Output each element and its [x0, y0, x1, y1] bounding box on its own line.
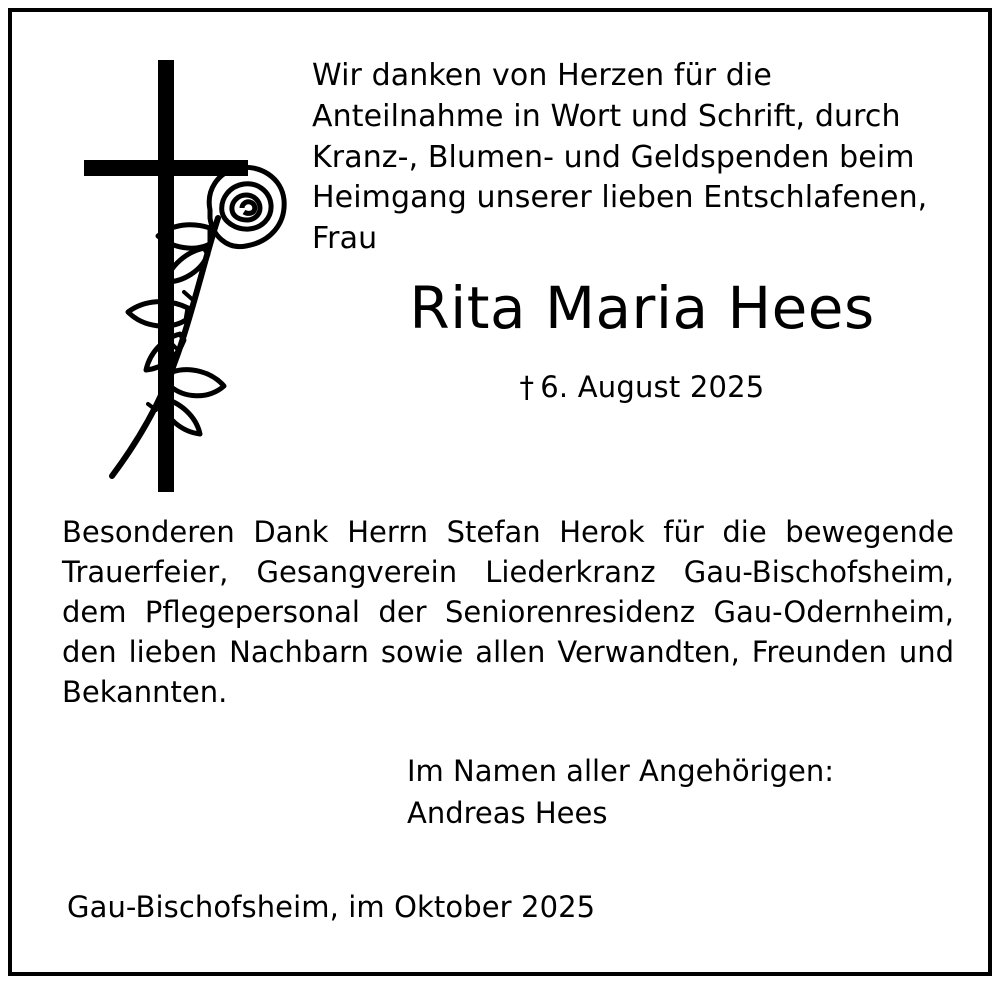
thank-you-paragraph: Wir danken von Herzen für die Anteilnahme in Wort und Schrift, durch Kranz-, Blumen- und Geldspenden beim Heimgang unserer lieben Entschlafenen, Frau	[312, 58, 928, 257]
card-content	[12, 12, 988, 972]
place-and-date: Gau-Bischofsheim, im Oktober 2025	[67, 890, 596, 924]
deceased-name: Rita Maria Hees	[409, 274, 875, 342]
dagger-icon: †	[519, 370, 535, 404]
signature-intro: Im Namen aller Angehörigen:	[407, 754, 835, 788]
cross-with-rose-icon	[60, 42, 290, 492]
signature-name: Andreas Hees	[407, 796, 608, 831]
special-thanks-paragraph: Besonderen Dank Herrn Stefan Herok für die bewegende Trauerfeier, Gesangverein Liederkranz Gau-Bischofsheim, dem Pflegepersonal der Seniorenresidenz Gau-Odernheim, den lieben Nachbarn sowie allen Verwandten, Freunden und Bekannten.	[62, 515, 954, 710]
signature-block	[407, 750, 907, 834]
death-date-value: 6. August 2025	[540, 370, 765, 404]
death-date	[312, 370, 972, 404]
